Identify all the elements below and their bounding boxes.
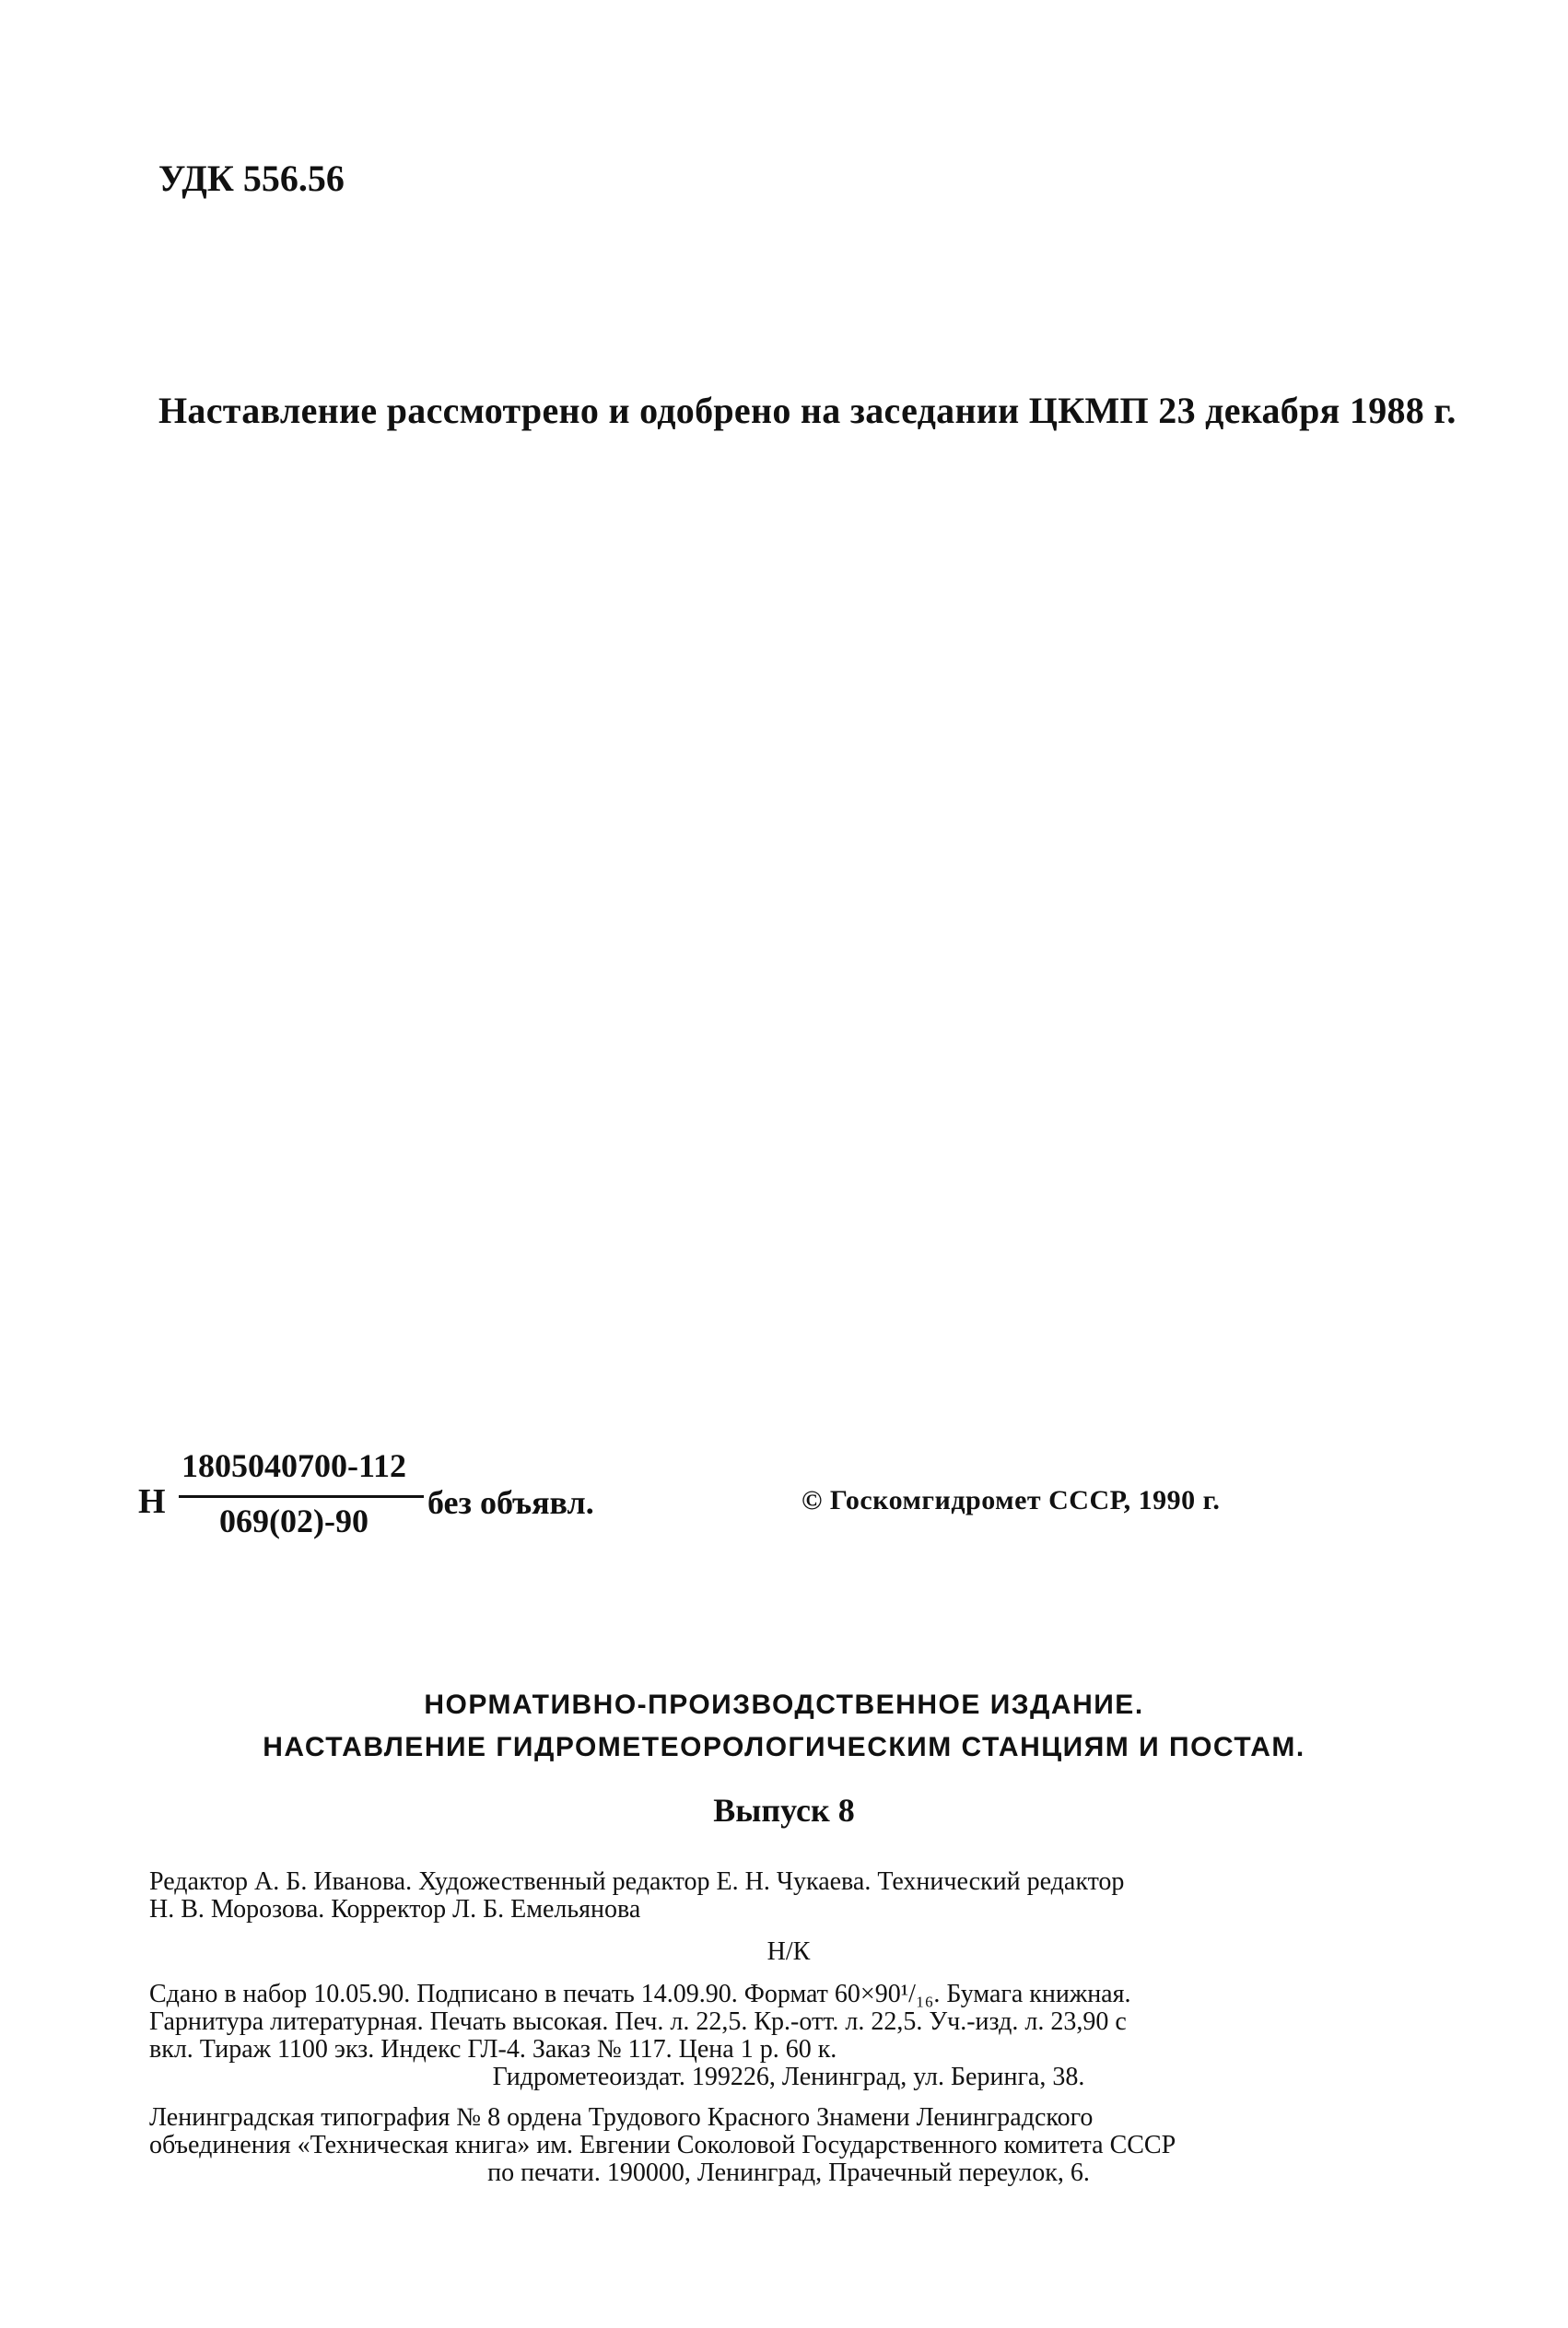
printer-line: Ленинградская типография № 8 ордена Трудового Красного Знамени Ленинградского bbox=[149, 2103, 1094, 2132]
approval-note: Наставление рассмотрено и одобрено на заседании ЦКМП 23 декабря 1988 г. bbox=[158, 390, 1457, 431]
editors-block bbox=[149, 1868, 1428, 1924]
catalog-index-numerator: 1805040700-112 bbox=[181, 1447, 406, 1484]
imprint-line: Сдано в набор 10.05.90. Подписано в печать 14.09.90. Формат 60×90¹/₁₆. Бумага книжная. bbox=[149, 1980, 1131, 2008]
nk-mark: Н/К bbox=[766, 1937, 811, 1966]
printer-line: по печати. 190000, Ленинград, Прачечный переулок, 6. bbox=[487, 2158, 1090, 2187]
imprint-line: вкл. Тираж 1100 экз. Индекс ГЛ-4. Заказ № 117. Цена 1 р. 60 к. bbox=[149, 2035, 837, 2064]
edition-type: НОРМАТИВНО-ПРОИЗВОДСТВЕННОЕ ИЗДАНИЕ. bbox=[424, 1690, 1144, 1720]
udk-code: УДК 556.56 bbox=[158, 158, 345, 199]
editors-line: Н. В. Морозова. Корректор Л. Б. Емельянова bbox=[149, 1895, 641, 1924]
fraction-line bbox=[179, 1495, 424, 1498]
issue-number: Выпуск 8 bbox=[713, 1792, 855, 1829]
catalog-index-note: без объявл. bbox=[427, 1484, 594, 1521]
catalog-index-denominator: 069(02)-90 bbox=[219, 1503, 369, 1539]
publisher-address: Гидрометеоиздат. 199226, Ленинград, ул. Беринга, 38. bbox=[492, 2063, 1085, 2091]
printer-line: объединения «Техническая книга» им. Евгении Соколовой Государственного комитета СССР bbox=[149, 2131, 1176, 2159]
imprint-line: Гарнитура литературная. Печать высокая. Печ. л. 22,5. Кр.-отт. л. 22,5. Уч.-изд. л. 23,90 с bbox=[149, 2007, 1127, 2036]
catalog-index-letter: Н bbox=[138, 1482, 166, 1521]
printer-block bbox=[149, 2104, 1428, 2187]
edition-title: НАСТАВЛЕНИЕ ГИДРОМЕТЕОРОЛОГИЧЕСКИМ СТАНЦИЯМ И ПОСТАМ. bbox=[263, 1732, 1305, 1762]
imprint-block bbox=[149, 1981, 1428, 2064]
editors-line: Редактор А. Б. Иванова. Художественный редактор Е. Н. Чукаева. Технический редактор bbox=[149, 1867, 1125, 1896]
copyright-notice: © Госкомгидромет СССР, 1990 г. bbox=[802, 1485, 1221, 1515]
